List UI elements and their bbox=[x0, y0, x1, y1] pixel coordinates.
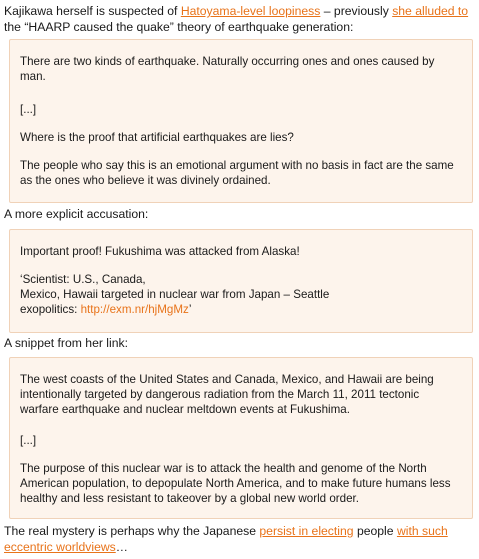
blockquote-3 bbox=[9, 357, 473, 519]
outro-text-1: The real mystery is perhaps why the Japanese bbox=[4, 524, 260, 538]
quote2-para-1: Important proof! Fukushima was attacked from Alaska! bbox=[20, 245, 300, 258]
quote3-para-2: [...] bbox=[20, 434, 37, 447]
blockquote-2 bbox=[9, 229, 473, 333]
exopolitics-url-link[interactable]: http://exm.nr/hjMgMz bbox=[80, 303, 189, 316]
quote2-line-2: Mexico, Hawaii targeted in nuclear war from Japan – Seattle bbox=[20, 288, 330, 301]
intro-text-1: Kajikawa herself is suspected of bbox=[4, 4, 181, 18]
quote2-para-2 bbox=[20, 272, 460, 317]
quote1-para-1: There are two kinds of earthquake. Naturally occurring ones and ones caused by man. bbox=[20, 55, 435, 83]
persist-in-electing-link[interactable]: persist in electing bbox=[259, 524, 354, 538]
intro-text-2: – previously bbox=[320, 4, 393, 18]
quote2-line-3-prefix: exopolitics: bbox=[20, 303, 81, 316]
intro-paragraph bbox=[4, 3, 472, 35]
quote2-line-3-suffix: ’ bbox=[188, 303, 192, 316]
quote1-para-3: Where is the proof that artificial earthquakes are lies? bbox=[20, 131, 294, 144]
eccentric-worldviews-link[interactable]: with such eccentric worldviews bbox=[4, 524, 448, 554]
outro-paragraph bbox=[4, 523, 472, 555]
blockquote-1 bbox=[9, 39, 473, 203]
quote1-para-2: [...] bbox=[20, 103, 37, 116]
hatoyama-loopiness-link[interactable]: Hatoyama-level loopiness bbox=[180, 4, 321, 18]
paragraph-snippet-intro: A snippet from her link: bbox=[4, 336, 128, 350]
quote3-para-3: The purpose of this nuclear war is to attack the health and genome of the North American population, to depopulate North America, and to make future humans less healthy and less resistant to takeover by a global new world order. bbox=[20, 462, 451, 505]
quote2-line-1: ‘Scientist: U.S., Canada, bbox=[20, 273, 146, 286]
outro-text-2: people bbox=[353, 524, 397, 538]
outro-text-3: … bbox=[115, 540, 128, 554]
intro-text-3: the “HAARP caused the quake” theory of earthquake generation: bbox=[4, 20, 354, 34]
she-alluded-to-link[interactable]: she alluded to bbox=[392, 4, 469, 18]
paragraph-explicit-accusation: A more explicit accusation: bbox=[4, 207, 149, 221]
quote3-para-1: The west coasts of the United States and Canada, Mexico, and Hawaii are being intentionally targeted by dangerous radiation from the March 11, 2011 tectonic warfare earthquake and nuclear meltdown events at Fukushima. bbox=[20, 373, 434, 416]
quote1-para-4: The people who say this is an emotional argument with no basis in fact are the same as the ones who believe it was divinely ordained. bbox=[20, 159, 454, 187]
